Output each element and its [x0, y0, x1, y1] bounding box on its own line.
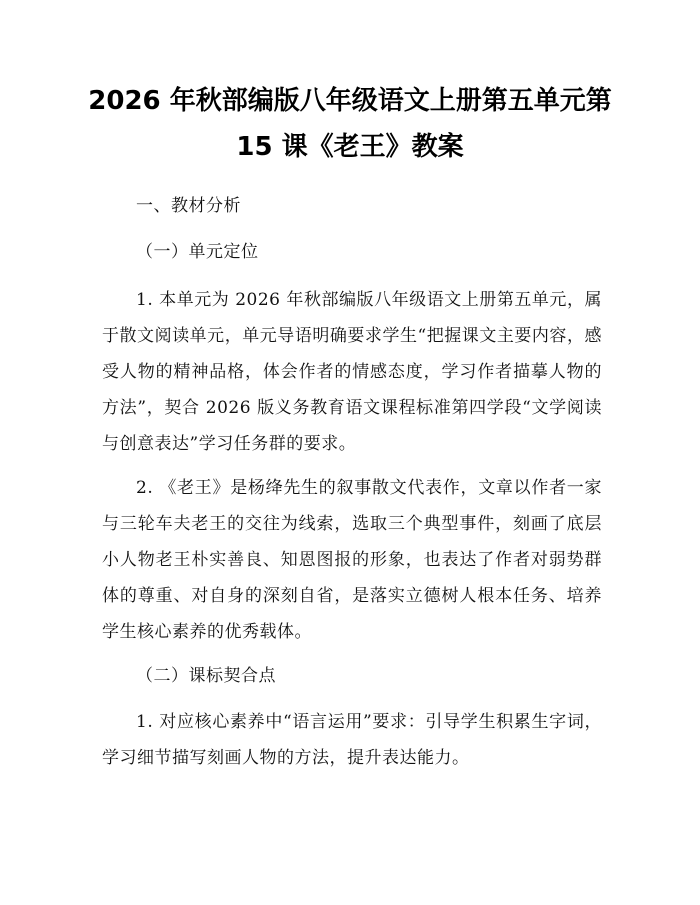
- subsection-heading-curriculum-alignment: （二）课标契合点: [136, 666, 276, 686]
- paragraph-unit-positioning-1: 1. 本单元为 2026 年秋部编版八年级语文上册第五单元，属于散文阅读单元，单元导语明确要求学生“把握课文主要内容，感受人物的精神品格，体会作者的情感态度，学习作者描摹人物的方法”，契合 2026 版义务教育语文课程标准第四学段“文学阅读与创意表达”学习任务群的要求。: [102, 290, 602, 454]
- paragraph-curriculum-alignment-1: 1. 对应核心素养中“语言运用”要求：引导学生积累生字词，学习细节描写刻画人物的方法，提升表达能力。: [102, 712, 602, 768]
- document-title-line-1: 2026 年秋部编版八年级语文上册第五单元第: [88, 86, 612, 116]
- subsection-heading-unit-positioning: （一）单元定位: [136, 242, 259, 262]
- section-heading-textbook-analysis: 一、教材分析: [136, 196, 241, 216]
- document-title-line-2: 15 课《老王》教案: [236, 132, 464, 162]
- paragraph-unit-positioning-2: 2. 《老王》是杨绛先生的叙事散文代表作，文章以作者一家与三轮车夫老王的交往为线索，选取三个典型事件，刻画了底层小人物老王朴实善良、知恩图报的形象，也表达了作者对弱势群体的尊重、对自身的深刻自省，是落实立德树人根本任务、培养学生核心素养的优秀载体。: [102, 478, 602, 642]
